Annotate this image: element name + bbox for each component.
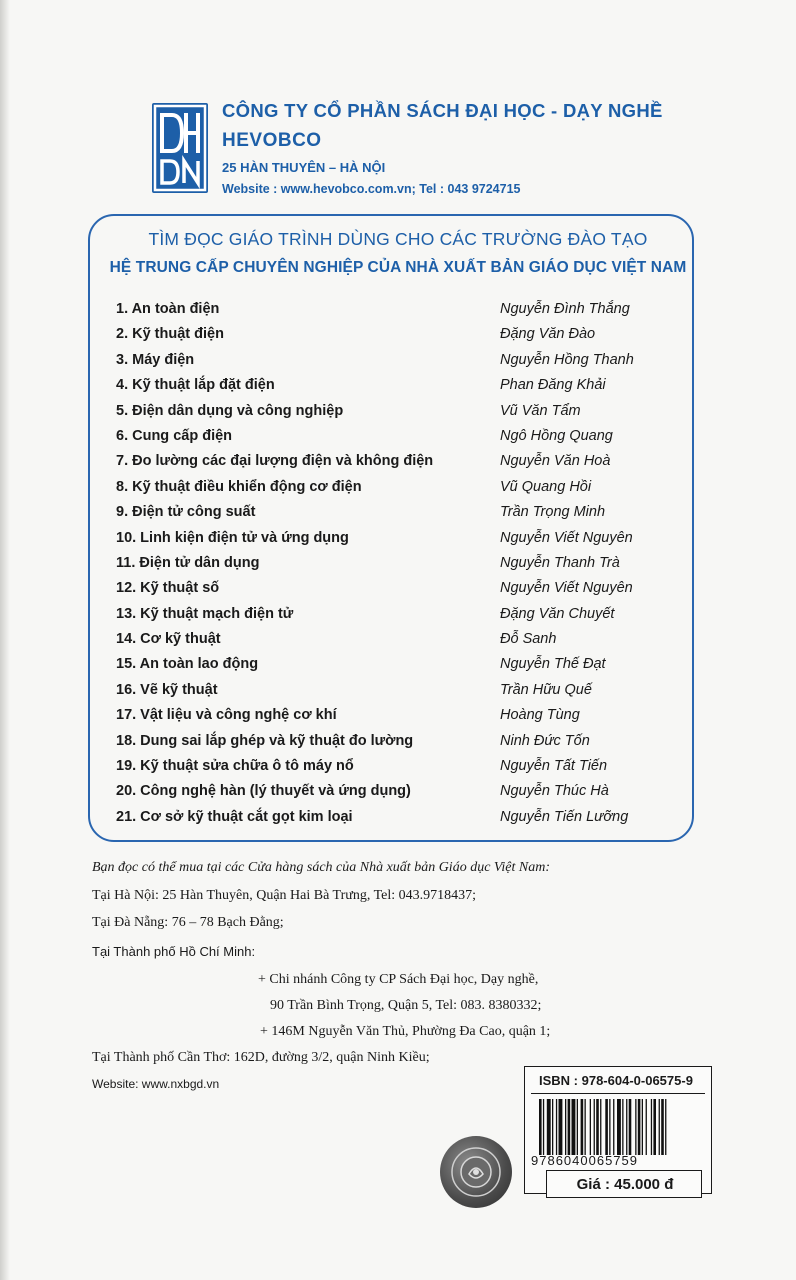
hevobco-logo-icon xyxy=(152,103,208,193)
book-title: 11. Điện tử dân dụng xyxy=(116,554,260,571)
list-item xyxy=(116,426,676,451)
book-author: Nguyễn Thế Đạt xyxy=(500,656,606,673)
publisher-contact: Website : www.hevobco.com.vn; Tel : 043 9724715 xyxy=(222,182,521,196)
book-title: 6. Cung cấp điện xyxy=(116,427,233,444)
book-title: 7. Đo lường các đại lượng điện và không điện xyxy=(116,453,434,470)
book-list-heading: TÌM ĐỌC GIÁO TRÌNH DÙNG CHO CÁC TRƯỜNG ĐÀO TẠO xyxy=(148,229,648,249)
publisher-address: 25 HÀN THUYÊN – HÀ NỘI xyxy=(222,160,386,175)
book-title: 20. Công nghệ hàn (lý thuyết và ứng dụng) xyxy=(116,783,411,800)
list-item xyxy=(116,477,676,502)
book-title: 1. An toàn điện xyxy=(116,301,220,317)
list-item xyxy=(116,401,676,426)
book-list xyxy=(116,299,676,832)
publisher-short-name: HEVOBCO xyxy=(222,130,322,151)
book-title: 13. Kỹ thuật mạch điện tử xyxy=(116,605,294,622)
barcode-icon xyxy=(539,1099,703,1155)
price: Giá : 45.000 đ xyxy=(576,1176,674,1193)
book-author: Đỗ Sanh xyxy=(500,631,557,648)
book-author: Trần Hữu Quế xyxy=(500,681,592,698)
book-title: 15. An toàn lao động xyxy=(116,656,259,673)
book-title: 2. Kỹ thuật điện xyxy=(116,326,224,343)
book-author: Nguyễn Tiến Lưỡng xyxy=(500,808,629,825)
book-author: Nguyễn Tất Tiến xyxy=(500,758,608,775)
list-item xyxy=(116,781,676,806)
list-item xyxy=(116,375,676,400)
book-author: Nguyễn Hồng Thanh xyxy=(500,351,634,368)
book-author: Vũ Văn Tẩm xyxy=(500,402,581,419)
book-title: 14. Cơ kỹ thuật xyxy=(116,631,221,648)
store-hcm-second: + 146M Nguyễn Văn Thủ, Phường Đa Cao, quận 1; xyxy=(260,1024,551,1039)
book-title: 16. Vẽ kỹ thuật xyxy=(116,681,218,698)
list-item xyxy=(116,578,676,603)
store-hcm-label: Tại Thành phố Hồ Chí Minh: xyxy=(92,944,256,959)
store-intro: Bạn đọc có thể mua tại các Cửa hàng sách của Nhà xuất bản Giáo dục Việt Nam: xyxy=(92,860,551,875)
publisher-seal-icon xyxy=(440,1136,512,1208)
store-hcm-branch: + Chi nhánh Công ty CP Sách Đại học, Dạy nghề, xyxy=(258,972,539,987)
store-website: Website: www.nxbgd.vn xyxy=(92,1077,220,1091)
book-title: 8. Kỹ thuật điều khiển động cơ điện xyxy=(116,478,362,495)
store-danang: Tại Đà Nẵng: 76 – 78 Bạch Đằng; xyxy=(92,915,284,930)
list-item xyxy=(116,528,676,553)
book-author: Đặng Văn Đào xyxy=(500,326,596,343)
book-title: 5. Điện dân dụng và công nghiệp xyxy=(116,402,344,419)
store-hcm-branch-address: 90 Trần Bình Trọng, Quận 5, Tel: 083. 8380332; xyxy=(270,998,542,1013)
book-title: 12. Kỹ thuật số xyxy=(116,580,220,597)
book-author: Trần Trọng Minh xyxy=(500,504,606,521)
store-cantho: Tại Thành phố Cần Thơ: 162D, đường 3/2, quận Ninh Kiều; xyxy=(92,1050,430,1065)
book-author: Nguyễn Viết Nguyên xyxy=(500,580,633,597)
publisher-name: CÔNG TY CỔ PHẦN SÁCH ĐẠI HỌC - DẠY NGHỀ xyxy=(222,100,663,121)
book-title: 9. Điện tử công suất xyxy=(116,504,256,521)
spine-shadow xyxy=(0,0,10,1280)
store-hanoi: Tại Hà Nội: 25 Hàn Thuyên, Quận Hai Bà Trưng, Tel: 043.9718437; xyxy=(92,888,477,903)
book-author: Vũ Quang Hồi xyxy=(500,478,592,495)
list-item xyxy=(116,324,676,349)
book-title: 3. Máy điện xyxy=(116,351,195,368)
list-item xyxy=(116,553,676,578)
list-item xyxy=(116,629,676,654)
price-box xyxy=(546,1170,702,1198)
book-title: 19. Kỹ thuật sửa chữa ô tô máy nổ xyxy=(116,758,354,775)
list-item xyxy=(116,451,676,476)
book-author: Nguyễn Viết Nguyên xyxy=(500,529,633,546)
list-item xyxy=(116,654,676,679)
barcode-digits: 9786040065759 xyxy=(531,1153,638,1168)
list-item xyxy=(116,807,676,832)
book-author: Nguyễn Thanh Trà xyxy=(500,554,620,571)
book-author: Nguyễn Văn Hoà xyxy=(500,453,611,470)
list-item xyxy=(116,731,676,756)
book-author: Hoàng Tùng xyxy=(500,707,580,724)
book-author: Nguyễn Đình Thắng xyxy=(500,301,630,317)
book-author: Ngô Hồng Quang xyxy=(500,427,613,444)
list-item xyxy=(116,705,676,730)
isbn-divider xyxy=(531,1093,705,1094)
book-title: 18. Dung sai lắp ghép và kỹ thuật đo lường xyxy=(116,732,414,749)
list-item xyxy=(116,680,676,705)
book-list-subheading: HỆ TRUNG CẤP CHUYÊN NGHIỆP CỦA NHÀ XUẤT BẢN GIÁO DỤC VIỆT NAM xyxy=(109,259,687,276)
book-title: 21. Cơ sở kỹ thuật cắt gọt kim loại xyxy=(116,808,353,825)
book-title: 4. Kỹ thuật lắp đặt điện xyxy=(116,377,275,394)
book-title: 10. Linh kiện điện tử và ứng dụng xyxy=(116,529,349,546)
book-author: Phan Đăng Khải xyxy=(500,377,606,394)
book-author: Ninh Đức Tốn xyxy=(500,732,590,749)
book-author: Đặng Văn Chuyết xyxy=(500,605,615,622)
list-item xyxy=(116,756,676,781)
book-title: 17. Vật liệu và công nghệ cơ khí xyxy=(116,707,337,724)
list-item xyxy=(116,299,676,324)
list-item xyxy=(116,604,676,629)
list-item xyxy=(116,350,676,375)
list-item xyxy=(116,502,676,527)
book-author: Nguyễn Thúc Hà xyxy=(500,783,609,800)
isbn-number: ISBN : 978-604-0-06575-9 xyxy=(539,1073,693,1088)
